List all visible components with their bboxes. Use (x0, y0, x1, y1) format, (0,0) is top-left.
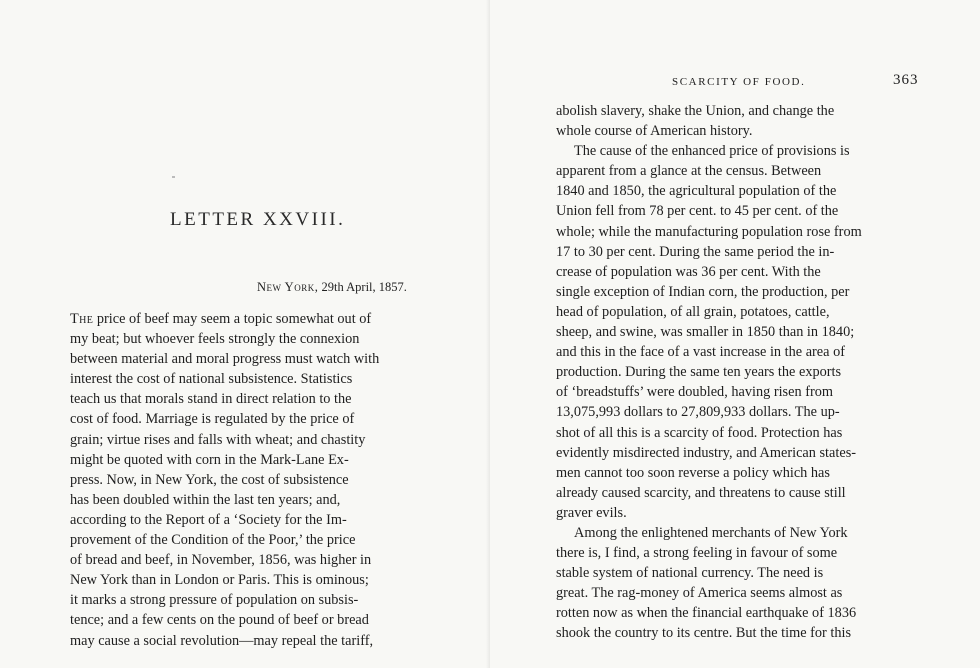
text-line: abolish slavery, shake the Union, and change the (556, 103, 835, 119)
text-line: sheep, and swine, was smaller in 1850 than in 1840; (556, 324, 855, 341)
dateline-place: New York, (257, 280, 319, 294)
text-line: whole; while the manufacturing population rose from (556, 223, 862, 240)
page-number: 363 (893, 72, 919, 88)
text-line: of bread and beef, in November, 1856, was higher in (70, 552, 372, 569)
text-line: grain; virtue rises and falls with wheat; and chastity (70, 431, 366, 448)
text-line: 13,075,993 dollars to 27,809,933 dollars. The up- (556, 404, 840, 421)
text-line: rotten now as when the financial earthquake of 1836 (556, 605, 857, 622)
text-line: press. Now, in New York, the cost of subsistence (70, 471, 349, 488)
letter-title: LETTER XXVIII. (170, 209, 346, 230)
text-line: cost of food. Marriage is regulated by the price of (70, 411, 355, 428)
text-line: according to the Report of a ‘Society for the Im- (70, 511, 347, 528)
text-line: between material and moral progress must watch with (70, 351, 380, 368)
text-line: may cause a social revolution—may repeal the tariff, (70, 632, 374, 649)
paper-speck (172, 176, 175, 178)
text-line: teach us that morals stand in direct relation to the (70, 391, 352, 408)
text-line: great. The rag-money of America seems almost as (556, 585, 843, 602)
text-line: Among the enlightened merchants of New York (574, 524, 848, 541)
right-body-text (556, 101, 926, 644)
text-line: New York than in London or Paris. This is ominous; (70, 572, 369, 589)
first-word: The (70, 311, 94, 327)
text-line: shook the country to its centre. But the time for this (556, 625, 852, 642)
text-line: head of population, of all grain, potatoes, cattle, (556, 303, 830, 320)
text-line: Union fell from 78 per cent. to 45 per cent. of the (556, 203, 839, 220)
text-line: shot of all this is a scarcity of food. Protection has (556, 424, 843, 441)
text-line: The cause of the enhanced price of provisions is (574, 143, 850, 160)
text-line: there is, I find, a strong feeling in favour of some (556, 545, 838, 562)
text-line: has been doubled within the last ten years; and, (70, 491, 341, 508)
text-line: and this in the face of a vast increase in the area of (556, 344, 845, 361)
text-line: whole course of American history. (556, 123, 753, 140)
text-line: crease of population was 36 per cent. With the (556, 263, 821, 280)
text-line: of ‘breadstuffs’ were doubled, having risen from (556, 384, 833, 401)
left-body-text (70, 309, 442, 651)
text-line: 17 to 30 per cent. During the same period the in- (556, 243, 835, 260)
text-line: interest the cost of national subsistence. Statistics (70, 371, 353, 388)
text-line: graver evils. (556, 504, 627, 521)
text-line: tence; and a few cents on the pound of beef or bread (70, 612, 369, 629)
text-line: production. During the same ten years the exports (556, 364, 842, 381)
text-line: The price of beef may seem a topic somewhat out of (70, 311, 372, 327)
text-line: provement of the Condition of the Poor,’ the price (70, 532, 356, 549)
text-line: stable system of national currency. The need is (556, 565, 824, 582)
text-line: my beat; but whoever feels strongly the connexion (70, 331, 360, 348)
dateline-date: 29th April, 1857. (321, 280, 407, 294)
text-line: evidently misdirected industry, and American states- (556, 444, 857, 461)
text-line: it marks a strong pressure of population on subsis- (70, 592, 359, 609)
text-line: might be quoted with corn in the Mark-Lane Ex- (70, 451, 349, 468)
dateline (257, 280, 407, 295)
text-line: apparent from a glance at the census. Between (556, 163, 822, 180)
text-line: 1840 and 1850, the agricultural population of the (556, 183, 837, 200)
text-line: men cannot too soon reverse a policy which has (556, 464, 830, 481)
running-head: SCARCITY OF FOOD. (672, 76, 806, 88)
text-line: single exception of Indian corn, the production, per (556, 283, 850, 300)
text-line: already caused scarcity, and threatens to cause still (556, 484, 846, 501)
